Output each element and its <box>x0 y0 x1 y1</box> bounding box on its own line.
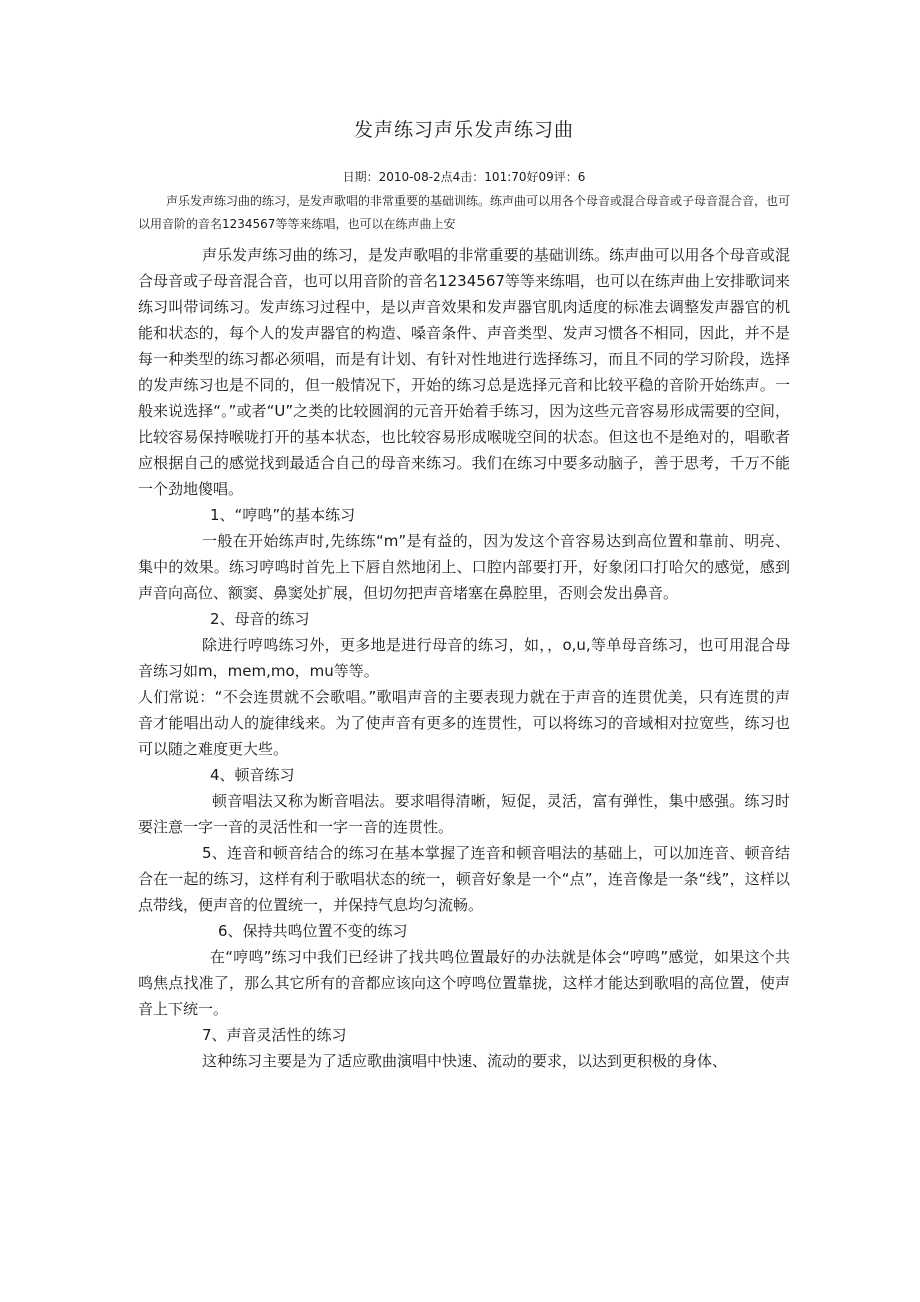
section-heading-vowels: 2、母音的练习 <box>210 610 310 628</box>
section-body-staccato: 顿音唱法又称为断音唱法。要求唱得清晰，短促，灵活，富有弹性，集中感强。练习时要注意一字一音的灵活性和一字一音的连贯性。 <box>138 792 790 836</box>
section-body-legato: 人们常说：“不会连贯就不会歌唱。”歌唱声音的主要表现力就在于声音的连贯优美，只有连贯的声音才能唱出动人的旋律线来。为了使声音有更多的连贯性，可以将练习的音域相对拉宽些，练习也可以随之难度更大些。 <box>138 688 790 758</box>
section-body-agility: 这种练习主要是为了适应歌曲演唱中快速、流动的要求，以达到更积极的身体、 <box>202 1052 728 1070</box>
section-body-vowels: 除进行哼鸣练习外，更多地是进行母音的练习，如，，o,u,等单母音练习，也可用混合母音练习如m，mem,mo，mu等等。 <box>138 636 790 680</box>
section-body-resonance: 在“哼鸣”练习中我们已经讲了找共鸣位置最好的办法就是体会“哼鸣”感觉，如果这个共鸣焦点找准了，那么其它所有的音都应该向这个哼鸣位置靠拢，这样才能达到歌唱的高位置，使声音上下统一。 <box>138 948 790 1018</box>
section-heading-staccato: 4、顿音练习 <box>210 766 295 784</box>
document-page <box>138 112 790 1074</box>
section-body-humming: 一般在开始练声时,先练练“m”是有益的，因为发这个音容易达到高位置和靠前、明亮、集中的效果。练习哼鸣时首先上下唇自然地闭上、口腔内部要打开，好象闭口打哈欠的感觉，感到声音向高位、额窦、鼻窦处扩展，但切勿把声音堵塞在鼻腔里，否则会发出鼻音。 <box>138 532 790 602</box>
intro-paragraph: 声乐发声练习曲的练习，是发声歌唱的非常重要的基础训练。练声曲可以用各个母音或混合母音或子母音混合音，也可以用音阶的音名1234567等等来练唱，也可以在练声曲上安排歌词来练习叫带词练习。发声练习过程中，是以声音效果和发声器官肌肉适度的标准去调整发声器官的机能和状态的，每个人的发声器官的构造、嗓音条件、声音类型、发声习惯各不相同，因此，并不是每一种类型的练习都必须唱，而是有计划、有针对性地进行选择练习，而且不同的学习阶段，选择的发声练习也是不同的，但一般情况下，开始的练习总是选择元音和比较平稳的音阶开始练声。一般来说选择“。”或者“U”之类的比较圆润的元音开始着手练习，因为这些元音容易形成需要的空间，比较容易保持喉咙打开的基本状态，也比较容易形成喉咙空间的状态。但这也不是绝对的，唱歌者应根据自己的感觉找到最适合自己的母音来练习。我们在练习中要多动脑子，善于思考，千万不能一个劲地傻唱。 <box>138 246 790 498</box>
section-body-combined: 5、连音和顿音结合的练习在基本掌握了连音和顿音唱法的基础上，可以加连音、顿音结合在一起的练习，这样有利于歌唱状态的统一，顿音好象是一个“点”，连音像是一条“线”，这样以点带线，便声音的位置统一，并保持气息均匀流畅。 <box>138 844 790 914</box>
document-title: 发声练习声乐发声练习曲 <box>353 119 574 141</box>
section-heading-resonance: 6、保持共鸣位置不变的练习 <box>218 922 408 940</box>
section-heading-humming: 1、“哼鸣”的基本练习 <box>210 506 356 524</box>
document-meta: 日期：2010-08-2点4击：101:70好09评：6 <box>342 170 586 184</box>
document-summary: 声乐发声练习曲的练习，是发声歌唱的非常重要的基础训练。练声曲可以用各个母音或混合母音或子母音混合音，也可以用音阶的音名1234567等等来练唱，也可以在练声曲上安 <box>138 194 791 231</box>
section-heading-agility: 7、声音灵活性的练习 <box>202 1026 347 1044</box>
